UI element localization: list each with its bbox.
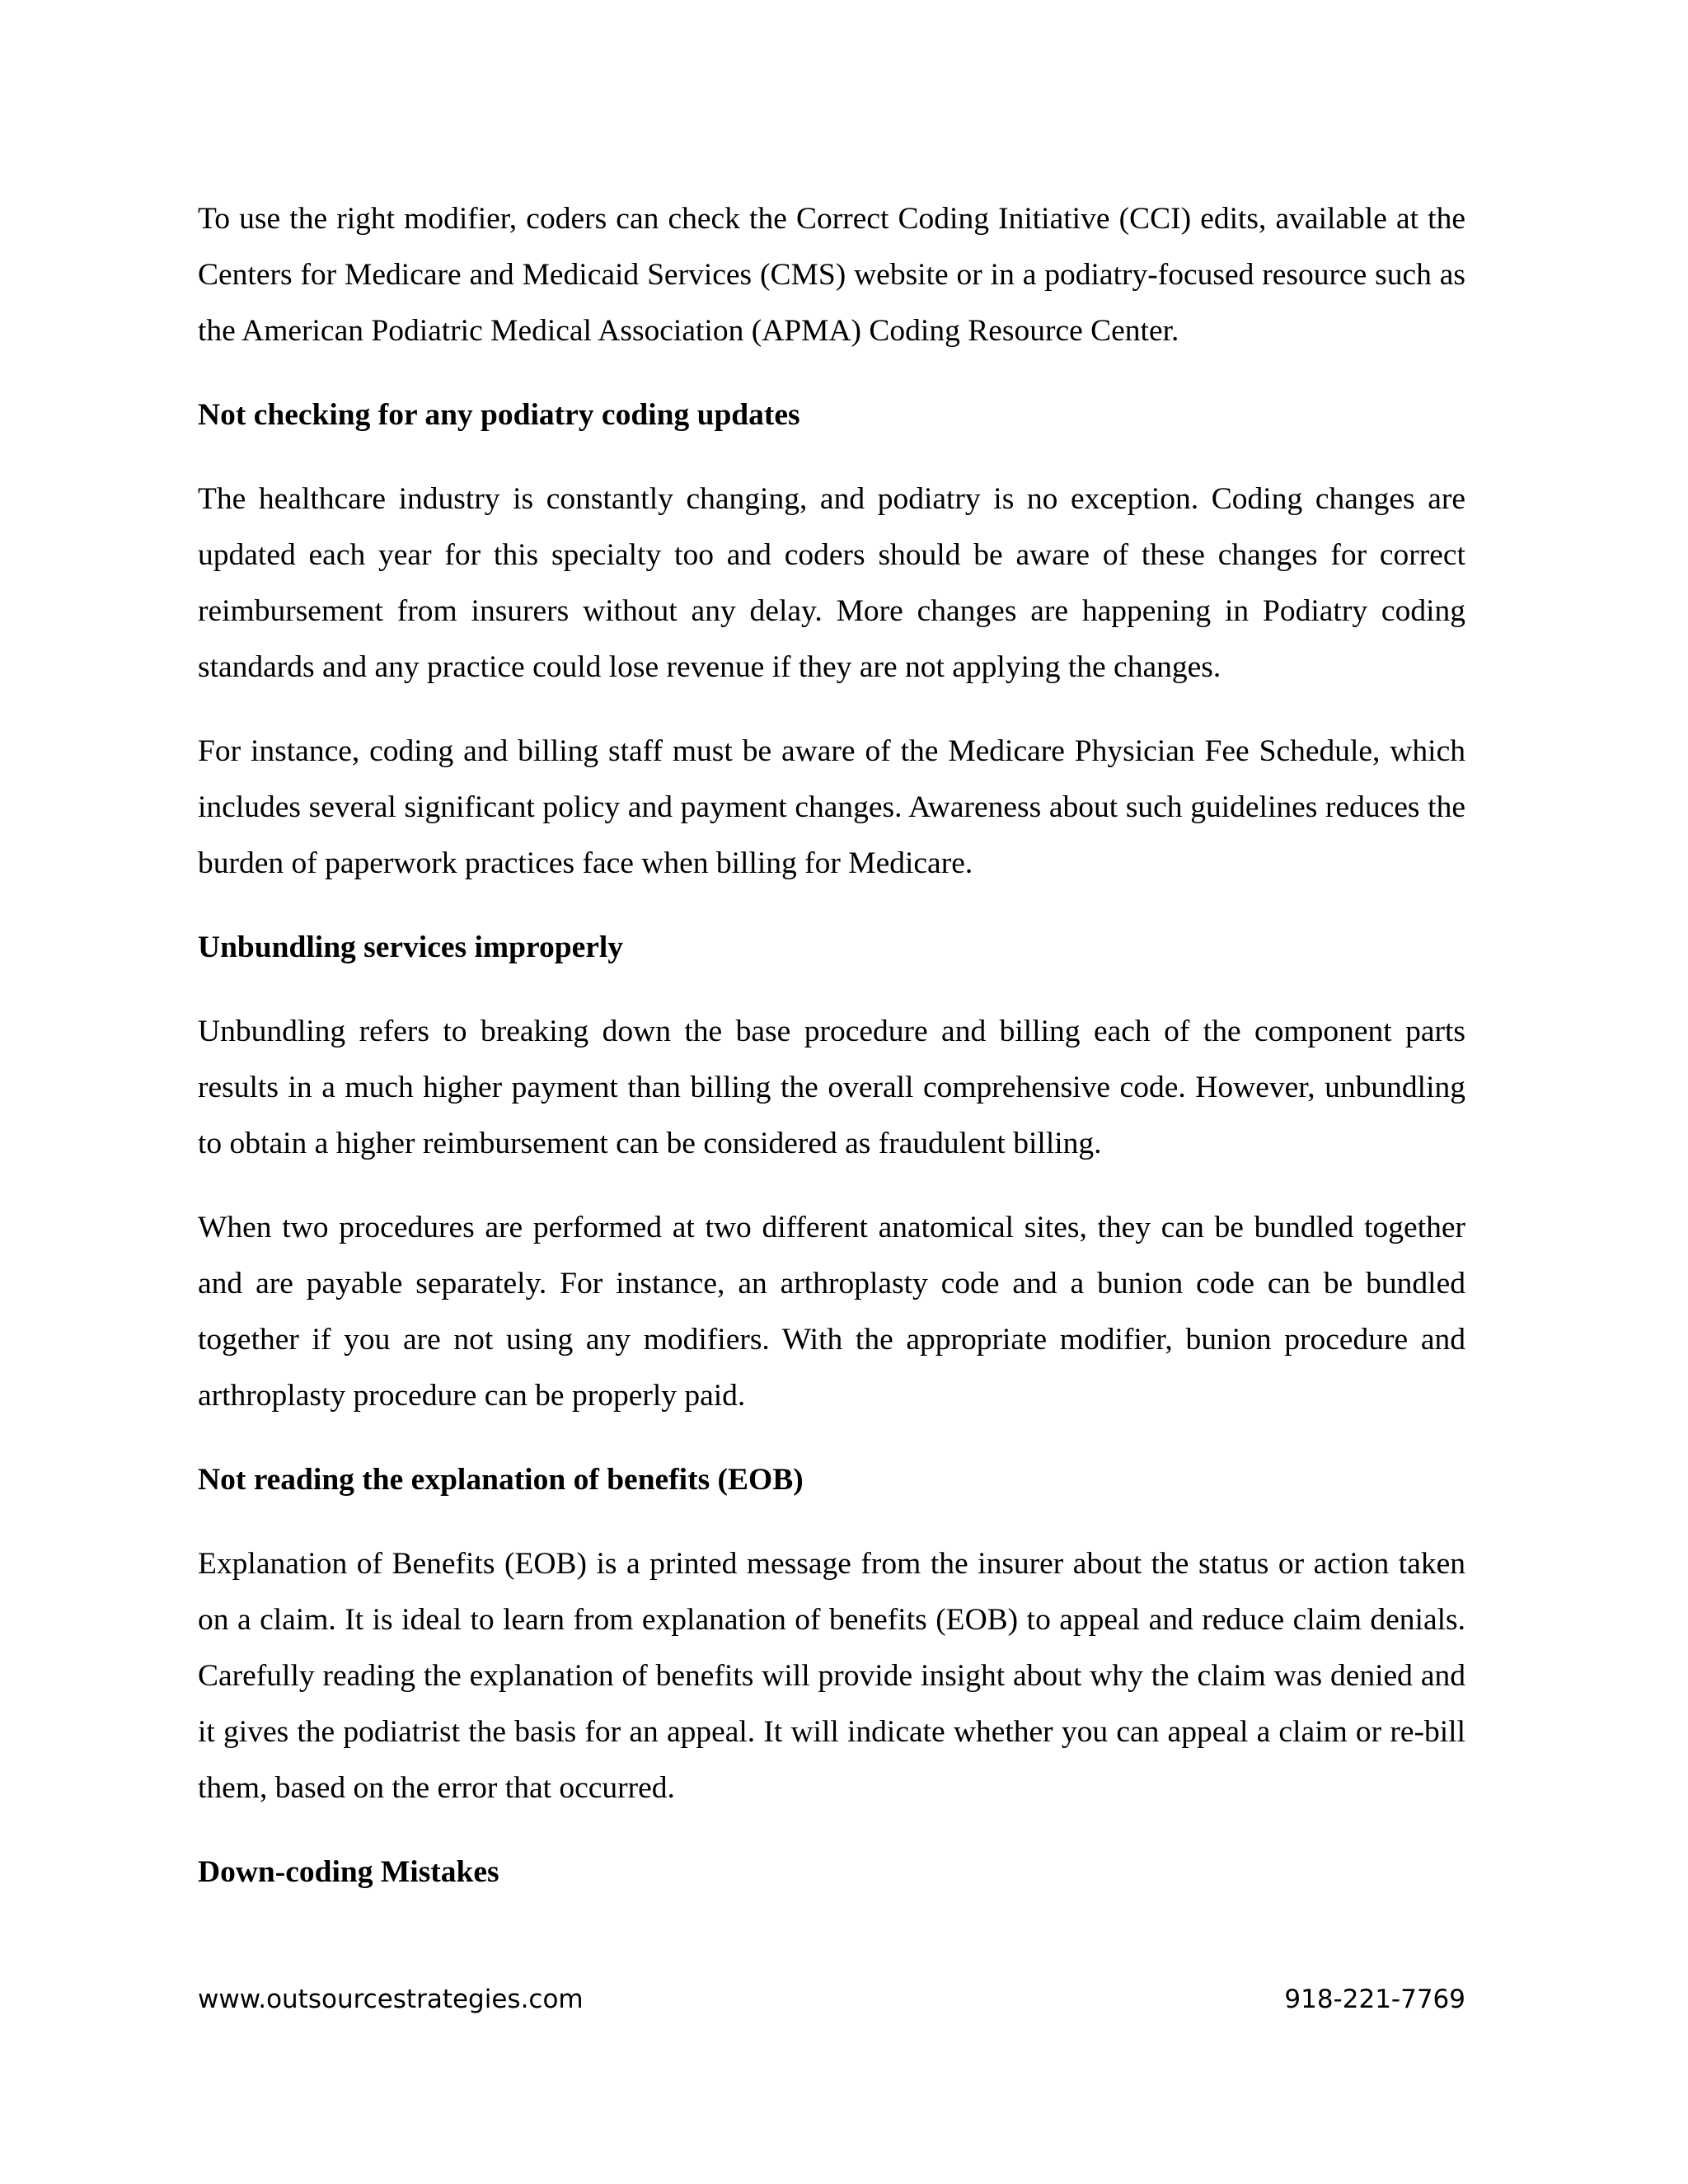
footer-website: www.outsourcestrategies.com	[198, 1985, 584, 2014]
footer-phone: 918-221-7769	[1284, 1985, 1465, 2014]
paragraph-eob-explanation: Explanation of Benefits (EOB) is a printed message from the insurer about the status or action taken on a claim. It is ideal to learn from explanation of benefits (EOB) to appeal and reduce claim denials. Carefully reading the explanation of benefits will provide insight about why the claim was denied and it gives the podiatrist the basis for an appeal. It will indicate whether you can appeal a claim or re-bill them, based on the error that occurred.	[198, 1547, 1465, 1805]
heading-unbundling: Unbundling services improperly	[198, 930, 624, 964]
heading-down-coding: Down-coding Mistakes	[198, 1855, 499, 1889]
heading-eob: Not reading the explanation of benefits (EOB)	[198, 1463, 804, 1497]
paragraph-unbundling-definition: Unbundling refers to breaking down the base procedure and billing each of the component parts results in a much higher payment than billing the overall comprehensive code. However, unbundling to obtain a higher reimbursement can be considered as fraudulent billing.	[198, 1015, 1465, 1160]
paragraph-fee-schedule: For instance, coding and billing staff must be aware of the Medicare Physician Fee Schedule, which includes several significant policy and payment changes. Awareness about such guidelines reduces the burden of paperwork practices face when billing for Medicare.	[198, 734, 1465, 880]
paragraph-modifier-cci: To use the right modifier, coders can check the Correct Coding Initiative (CCI) edits, available at the Centers for Medicare and Medicaid Services (CMS) website or in a podiatry-focused resource such as the American Podiatric Medical Association (APMA) Coding Resource Center.	[198, 202, 1465, 348]
paragraph-industry-changes: The healthcare industry is constantly changing, and podiatry is no exception. Coding changes are updated each year for this specialty too and coders should be aware of these changes for correct reimbursement from insurers without any delay. More changes are happening in Podiatry coding standards and any practice could lose revenue if they are not applying the changes.	[198, 482, 1465, 684]
paragraph-two-procedures: When two procedures are performed at two different anatomical sites, they can be bundled together and are payable separately. For instance, an arthroplasty code and a bunion code can be bundled together if you are not using any modifiers. With the appropriate modifier, bunion procedure and arthroplasty procedure can be properly paid.	[198, 1211, 1465, 1413]
document-body	[198, 191, 1465, 1929]
heading-coding-updates: Not checking for any podiatry coding updates	[198, 398, 800, 432]
